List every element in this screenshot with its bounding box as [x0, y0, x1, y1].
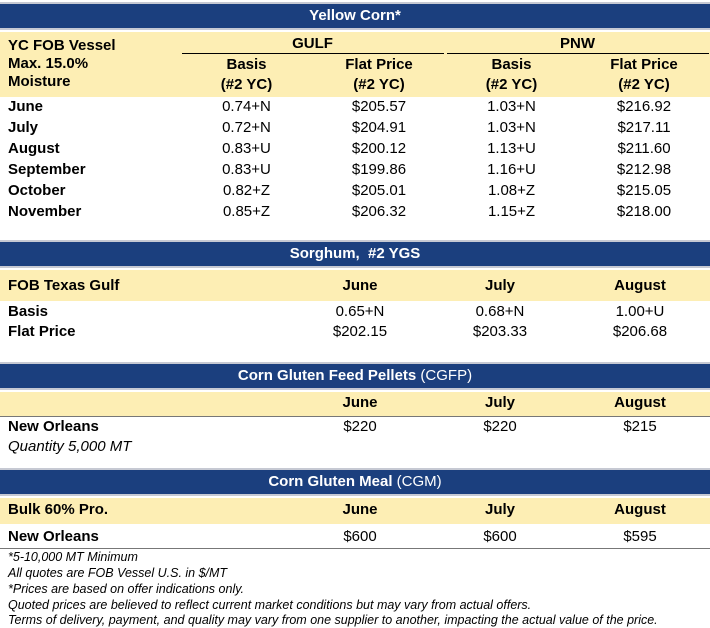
sorghum-header-label: FOB Texas Gulf: [8, 277, 120, 294]
gulf-flat: $205.57: [351, 98, 407, 115]
pnw-basis: 1.08+Z: [487, 182, 536, 199]
sorghum-flat-july: $203.33: [472, 323, 528, 340]
pnw-basis: 1.03+N: [487, 119, 536, 136]
gulf-basis: 0.85+Z: [222, 203, 271, 220]
pnw-basis: 1.15+Z: [487, 203, 536, 220]
cgfp-divider: [0, 416, 710, 417]
cgm-month-june: June: [342, 501, 378, 518]
gulf-flat: $206.32: [351, 203, 407, 220]
footnote-terms: Terms of delivery, payment, and quality may vary from one supplier to another, impacting the actual value of the price.: [8, 613, 658, 627]
gulf-flat: $199.86: [351, 161, 407, 178]
footnote-market: Quoted prices are believed to reflect current market conditions but may vary from actual offers.: [8, 598, 532, 612]
cgfp-month-july: July: [484, 394, 515, 411]
gulf-basis: 0.83+U: [222, 161, 271, 178]
gulf-flat: $200.12: [351, 140, 407, 157]
pnw-flat: $217.11: [617, 119, 671, 136]
cgm-value-july: $600: [483, 528, 517, 545]
cgfp-quantity-note: Quantity 5,000 MT: [8, 438, 132, 455]
cgm-header-label: Bulk 60% Pro.: [8, 501, 109, 518]
yc-month: June: [8, 98, 44, 115]
sorghum-basis-august: 1.00+U: [615, 303, 665, 320]
sorghum-flat-june: $202.15: [332, 323, 388, 340]
gulf-label: GULF: [292, 35, 333, 52]
pnw-flat-sub: (#2 YC): [618, 76, 670, 93]
cgfp-month-august: August: [614, 394, 666, 411]
pnw-basis-sub: (#2 YC): [485, 76, 538, 93]
yc-header-line-3: Moisture: [8, 73, 71, 90]
yc-month: November: [8, 203, 82, 220]
sorghum-flat-august: $206.68: [612, 323, 668, 340]
footnote-fob: All quotes are FOB Vessel U.S. in $/MT: [8, 566, 228, 580]
cgfp-row-label: New Orleans: [8, 418, 99, 435]
pnw-flat: $212.98: [616, 161, 672, 178]
cgfp-title-abbr: (CGFP): [416, 367, 473, 384]
sorghum-title-bar: [0, 240, 710, 268]
pnw-label: PNW: [560, 35, 595, 52]
yc-header-line-1: YC FOB Vessel: [8, 37, 116, 54]
yellow-corn-title-bar: [0, 2, 710, 30]
pnw-flat: $218.00: [616, 203, 672, 220]
cgm-value-june: $600: [343, 528, 377, 545]
cgfp-value-august: $215: [623, 418, 657, 435]
cgfp-value-june: $220: [343, 418, 377, 435]
cgfp-title: Corn Gluten Feed Pellets: [237, 367, 417, 384]
cgm-title-abbr: (CGM): [392, 473, 442, 490]
footnote-offer: *Prices are based on offer indications only.: [8, 582, 245, 596]
sorghum-month-august: August: [614, 277, 666, 294]
cgfp-value-july: $220: [483, 418, 517, 435]
footnote-minimum: *5-10,000 MT Minimum: [8, 550, 138, 564]
cgm-row-label: New Orleans: [8, 528, 99, 545]
gulf-underline: [182, 53, 444, 54]
gulf-basis: 0.72+N: [222, 119, 271, 136]
yc-month: August: [8, 140, 60, 157]
yellow-corn-title: Yellow Corn*: [309, 7, 401, 24]
cgm-value-august: $595: [623, 528, 657, 545]
yc-month: October: [8, 182, 66, 199]
sorghum-basis-july: 0.68+N: [475, 303, 525, 320]
pnw-flat: $211.60: [617, 140, 671, 157]
yc-header-line-2: Max. 15.0%: [8, 55, 89, 72]
pnw-flat: $215.05: [616, 182, 672, 199]
cgfp-month-june: June: [342, 394, 378, 411]
gulf-basis: 0.82+Z: [222, 182, 271, 199]
gulf-flat-header: Flat Price: [345, 56, 413, 73]
pnw-basis: 1.03+N: [487, 98, 536, 115]
cgfp-title-bar: [0, 362, 710, 390]
pnw-basis: 1.13+U: [487, 140, 536, 157]
yc-month: September: [8, 161, 86, 178]
yc-month: July: [8, 119, 39, 136]
gulf-flat-sub: (#2 YC): [353, 76, 405, 93]
sorghum-month-june: June: [342, 277, 378, 294]
cgm-month-july: July: [484, 501, 515, 518]
pnw-flat-header: Flat Price: [610, 56, 678, 73]
sorghum-title: Sorghum, #2 YGS: [289, 245, 421, 262]
pnw-flat: $216.92: [616, 98, 672, 115]
pnw-underline: [447, 53, 709, 54]
sorghum-basis-june: 0.65+N: [335, 303, 385, 320]
cgm-title-bar: [0, 468, 710, 496]
gulf-flat: $204.91: [351, 119, 407, 136]
cgm-title: Corn Gluten Meal: [268, 473, 393, 490]
cgm-divider: [0, 548, 710, 549]
gulf-flat: $205.01: [351, 182, 407, 199]
pnw-basis-header: Basis: [491, 56, 532, 73]
cgm-month-august: August: [614, 501, 666, 518]
gulf-basis-header: Basis: [226, 56, 267, 73]
pnw-basis: 1.16+U: [487, 161, 536, 178]
sorghum-basis-label: Basis: [8, 303, 49, 320]
sorghum-flat-label: Flat Price: [8, 323, 76, 340]
gulf-basis: 0.83+U: [222, 140, 271, 157]
gulf-basis: 0.74+N: [222, 98, 271, 115]
gulf-basis-sub: (#2 YC): [220, 76, 273, 93]
sorghum-month-july: July: [484, 277, 515, 294]
